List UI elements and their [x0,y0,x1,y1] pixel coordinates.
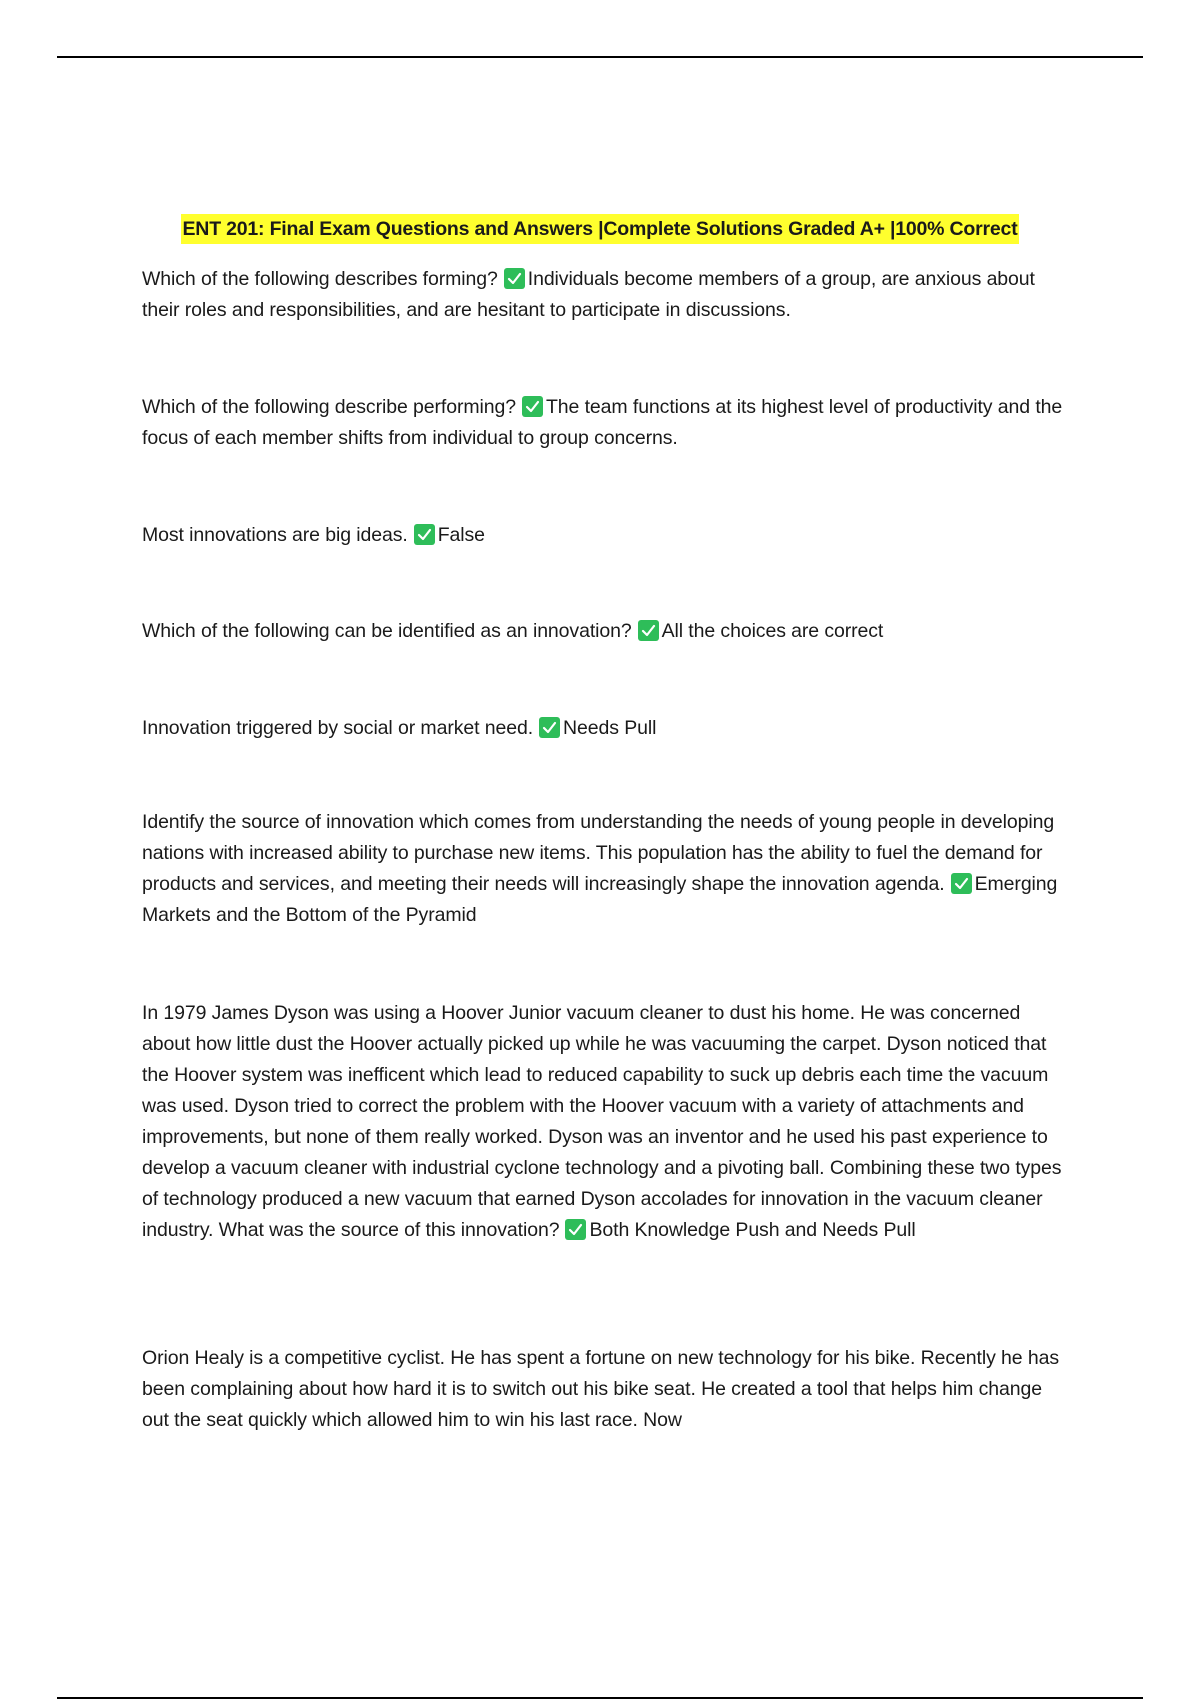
question-text: Most innovations are big ideas. [142,524,408,546]
question-text: Which of the following describes forming? [142,268,498,290]
title-container [0,214,1200,244]
answer-text: Needs Pull [563,717,657,739]
question-text: Innovation triggered by social or market need. [142,717,534,739]
checkmark-icon [539,717,560,738]
question-text: In 1979 James Dyson was using a Hoover Junior vacuum cleaner to dust his home. He was concerned about how little dust the Hoover actually picked up while he was vacuuming the carpet. Dyson noticed that the Hoover system was inefficent which lead to reduced capability to suck up debris each time the vacuum was used. Dyson tried to correct the problem with the Hoover vacuum with a variety of attachments and improvements, but none of them really worked. Dyson was an inventor and he used his past experience to develop a vacuum cleaner with industrial cyclone technology and a pivoting ball. Combining these two types of technology produced a new vacuum that earned Dyson accolades for innovation in the vacuum cleaner industry. What was the source of this innovation? [142,1002,1062,1241]
checkmark-icon [414,524,435,545]
checkmark-icon [565,1219,586,1240]
qa-item-3 [142,520,1067,551]
answer-text: Both Knowledge Push and Needs Pull [589,1219,916,1241]
answer-text: Emerging Markets and the Bottom of the Pyramid [142,873,1058,926]
checkmark-icon [522,396,543,417]
document-title: ENT 201: Final Exam Questions and Answers |Complete Solutions Graded A+ |100% Correct [181,214,1020,244]
question-text: Identify the source of innovation which comes from understanding the needs of young people in developing nations with increased ability to purchase new items. This population has the ability to fuel the demand for products and services, and meeting their needs will increasingly shape the innovation agenda. [142,811,1055,895]
qa-item-1 [142,264,1067,326]
footer-rule [57,1697,1143,1699]
checkmark-icon [951,873,972,894]
answer-text: False [437,524,485,546]
qa-item-5 [142,713,1067,744]
answer-text: Individuals become members of a group, are anxious about their roles and responsibilities, and are hesitant to participate in discussions. [142,268,1035,321]
qa-item-4 [142,616,1067,647]
question-text: Which of the following describe performing? [142,396,516,418]
answer-text: The team functions at its highest level of productivity and the focus of each member shifts from individual to group concerns. [142,396,1063,449]
checkmark-icon [504,268,525,289]
answer-text: All the choices are correct [661,620,884,642]
checkmark-icon [638,620,659,641]
question-text: Which of the following can be identified as an innovation? [142,620,632,642]
question-text: Orion Healy is a competitive cyclist. He has spent a fortune on new technology for his bike. Recently he has been complaining about how hard it is to switch out his bike seat. He created a tool that helps him change out the seat quickly which allowed him to win his last race. Now [142,1347,1060,1431]
qa-item-6 [142,807,1067,931]
header-rule [57,56,1143,58]
qa-item-2 [142,392,1067,454]
qa-item-8 [142,1343,1067,1436]
qa-item-7 [142,998,1067,1246]
